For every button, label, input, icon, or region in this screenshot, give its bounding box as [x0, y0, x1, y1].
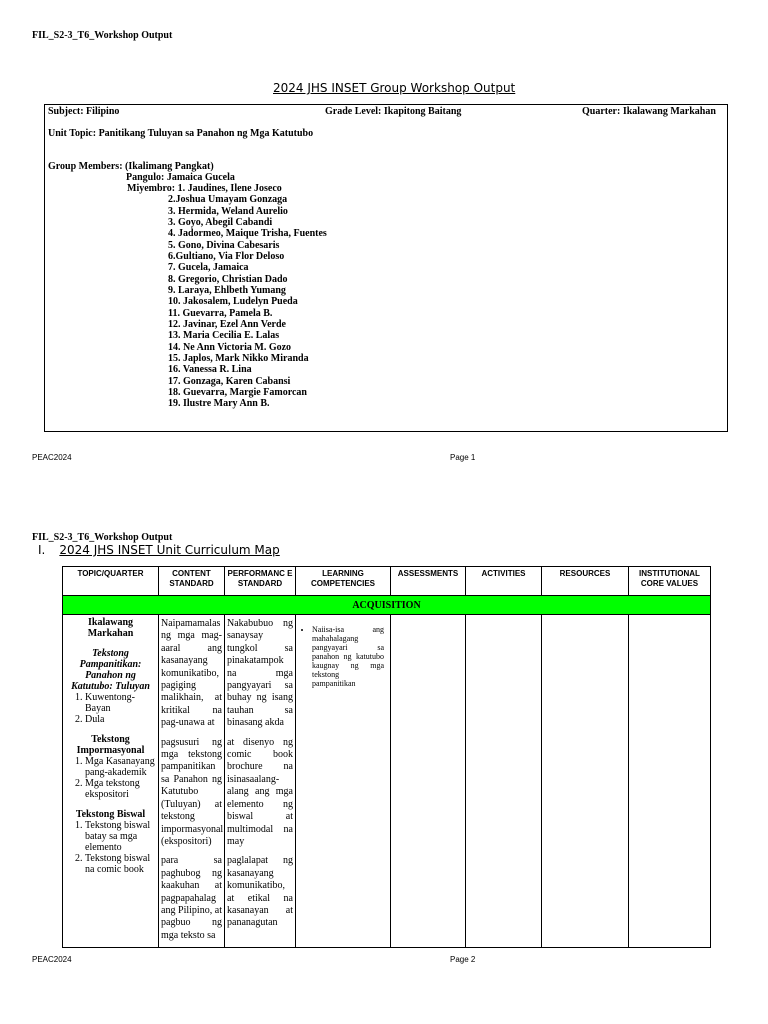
group-members-label: Group Members: (Ikalimang Pangkat) [48, 161, 214, 172]
section-title [38, 543, 280, 557]
member-item: 17. Gonzaga, Karen Cabansi [168, 375, 291, 387]
page1-header: FIL_S2-3_T6_Workshop Output [32, 30, 173, 41]
curriculum-map-table [62, 566, 711, 948]
topic-item: 2. Dula [85, 714, 156, 725]
core-values-cell [629, 615, 711, 948]
topic-group-title: Tekstong Pampanitikan: Panahon ng Katutubo: Tuluyan [71, 648, 150, 692]
member-item: 15. Japlos, Mark Nikko Miranda [168, 353, 309, 364]
member-item: 4. Jadormeo, Maique Trisha, Fuentes [168, 228, 327, 239]
member-item: 16. Vanessa R. Lina [168, 364, 252, 375]
member-item: 2.Joshua Umayam Gonzaga [168, 194, 288, 205]
quarter-text: Ikalawang Markahan [87, 617, 134, 639]
pangulo-label: Pangulo: Jamaica Gucela [126, 172, 235, 183]
subject-label: Subject: Filipino [48, 106, 120, 117]
topic-item: 1. Kuwentong-Bayan [85, 692, 156, 714]
quarter-label: Quarter: Ikalawang Markahan [582, 106, 716, 117]
topic-group-title: Tekstong Biswal [75, 809, 146, 820]
page2-page-number: Page 2 [450, 955, 476, 964]
member-item: 5. Gono, Divina Cabesaris [168, 239, 280, 251]
content-standard-cell [159, 615, 225, 948]
acquisition-label: ACQUISITION [63, 596, 711, 615]
page1-page-number: Page 1 [450, 453, 476, 462]
info-box [44, 104, 728, 432]
table-row [63, 615, 711, 948]
topic-item: 2. Mga tekstong ekspositori [85, 778, 156, 800]
miyembro-label: Miyembro: 1. Jaudines, Ilene Joseco [127, 183, 282, 194]
column-header: ASSESSMENTS [391, 567, 466, 596]
member-item: 11. Guevarra, Pamela B. [168, 307, 273, 319]
topic-item: 1. Mga Kasanayang pang-akademik [85, 756, 156, 778]
performance-standard-text: Nakabubuo ng sanaysay tungkol sa pinakatampok na mga pangyayari sa buhay ng isang tauhan sa binasang akda [227, 618, 293, 729]
assessments-cell [391, 615, 466, 948]
topic-group-title: Tekstong Impormasyonal [76, 734, 145, 756]
topic-item: 1. Tekstong biswal batay sa mga elemento [85, 820, 156, 853]
performance-standard-text: paglalapat ng kasanayang komunikatibo, at etikal na kasanayan at pananagutan [227, 855, 293, 929]
acquisition-row [63, 596, 711, 615]
column-header: RESOURCES [542, 567, 629, 596]
resources-cell [542, 615, 629, 948]
learning-competency-cell [296, 615, 391, 948]
performance-standard-text: at disenyo ng comic book brochure na isinasaalang-alang ang mga elemento ng biswal at multimodal na may [227, 736, 293, 847]
topic-cell [63, 615, 159, 948]
section-number: I. [38, 543, 46, 557]
member-item: 3. Goyo, Abegil Cabandi [168, 217, 273, 228]
member-item: 7. Gucela, Jamaica [168, 262, 249, 273]
page1-footer-left: PEAC2024 [32, 453, 72, 462]
member-item: 19. Ilustre Mary Ann B. [168, 398, 270, 409]
content-standard-text: para sa paghubog ng kaakuhan at pagpapahalag ang Pilipino, at pagbuo ng mga teksto sa [161, 855, 222, 941]
content-standard-text: Naipamamalas ng mga mag-aaral ang kasanayang komunikatibo, pagiging malikhain, at kritikal na pag-unawa at [161, 618, 222, 729]
column-header: ACTIVITIES [466, 567, 542, 596]
page2-footer-left: PEAC2024 [32, 955, 72, 964]
content-standard-text: (ekspositori) [161, 835, 212, 847]
member-item: 10. Jakosalem, Ludelyn Pueda [168, 296, 298, 307]
performance-standard-cell [225, 615, 296, 948]
column-header: LEARNING COMPETENCIES [296, 567, 391, 596]
grade-level-label: Grade Level: Ikapitong Baitang [325, 106, 462, 117]
unit-topic-label: Unit Topic: Panitikang Tuluyan sa Panahon ng Mga Katutubo [48, 128, 314, 139]
section-title-text: 2024 JHS INSET Unit Curriculum Map [59, 543, 280, 557]
column-header: CONTENT STANDARD [159, 567, 225, 596]
member-item: 18. Guevarra, Margie Famorcan [168, 387, 307, 398]
column-header: TOPIC/QUARTER [63, 567, 159, 596]
page1-title: 2024 JHS INSET Group Workshop Output [273, 81, 516, 95]
member-item: 8. Gregorio, Christian Dado [168, 273, 288, 285]
content-standard-text: pagsusuri ng mga tekstong pampanitikan sa Panahon ng Katutubo (Tuluyan) at tekstong impormasyonal [161, 736, 224, 835]
member-item: 13. Maria Cecilia E. Lalas [168, 330, 280, 341]
member-item: 9. Laraya, Ehlbeth Yumang [168, 285, 286, 296]
member-item: 12. Javinar, Ezel Ann Verde [168, 319, 286, 330]
member-item: 6.Gultiano, Via Flor Deloso [168, 251, 285, 262]
member-item: 3. Hermida, Weland Aurelio [168, 205, 288, 217]
member-item: 14. Ne Ann Victoria M. Gozo [168, 341, 292, 353]
column-header: INSTITUTIONAL CORE VALUES [629, 567, 711, 596]
table-header-row [63, 567, 711, 596]
page2-header: FIL_S2-3_T6_Workshop Output [32, 532, 173, 543]
learning-competency-item: • Naiisa-isa ang mahahalagang pangyayari sa panahon ng katutubo kaugnay ng mga tekstong pampanitikan [312, 625, 384, 688]
column-header: PERFORMANC E STANDARD [225, 567, 296, 596]
topic-item: 2. Tekstong biswal na comic book [85, 853, 156, 875]
activities-cell [466, 615, 542, 948]
